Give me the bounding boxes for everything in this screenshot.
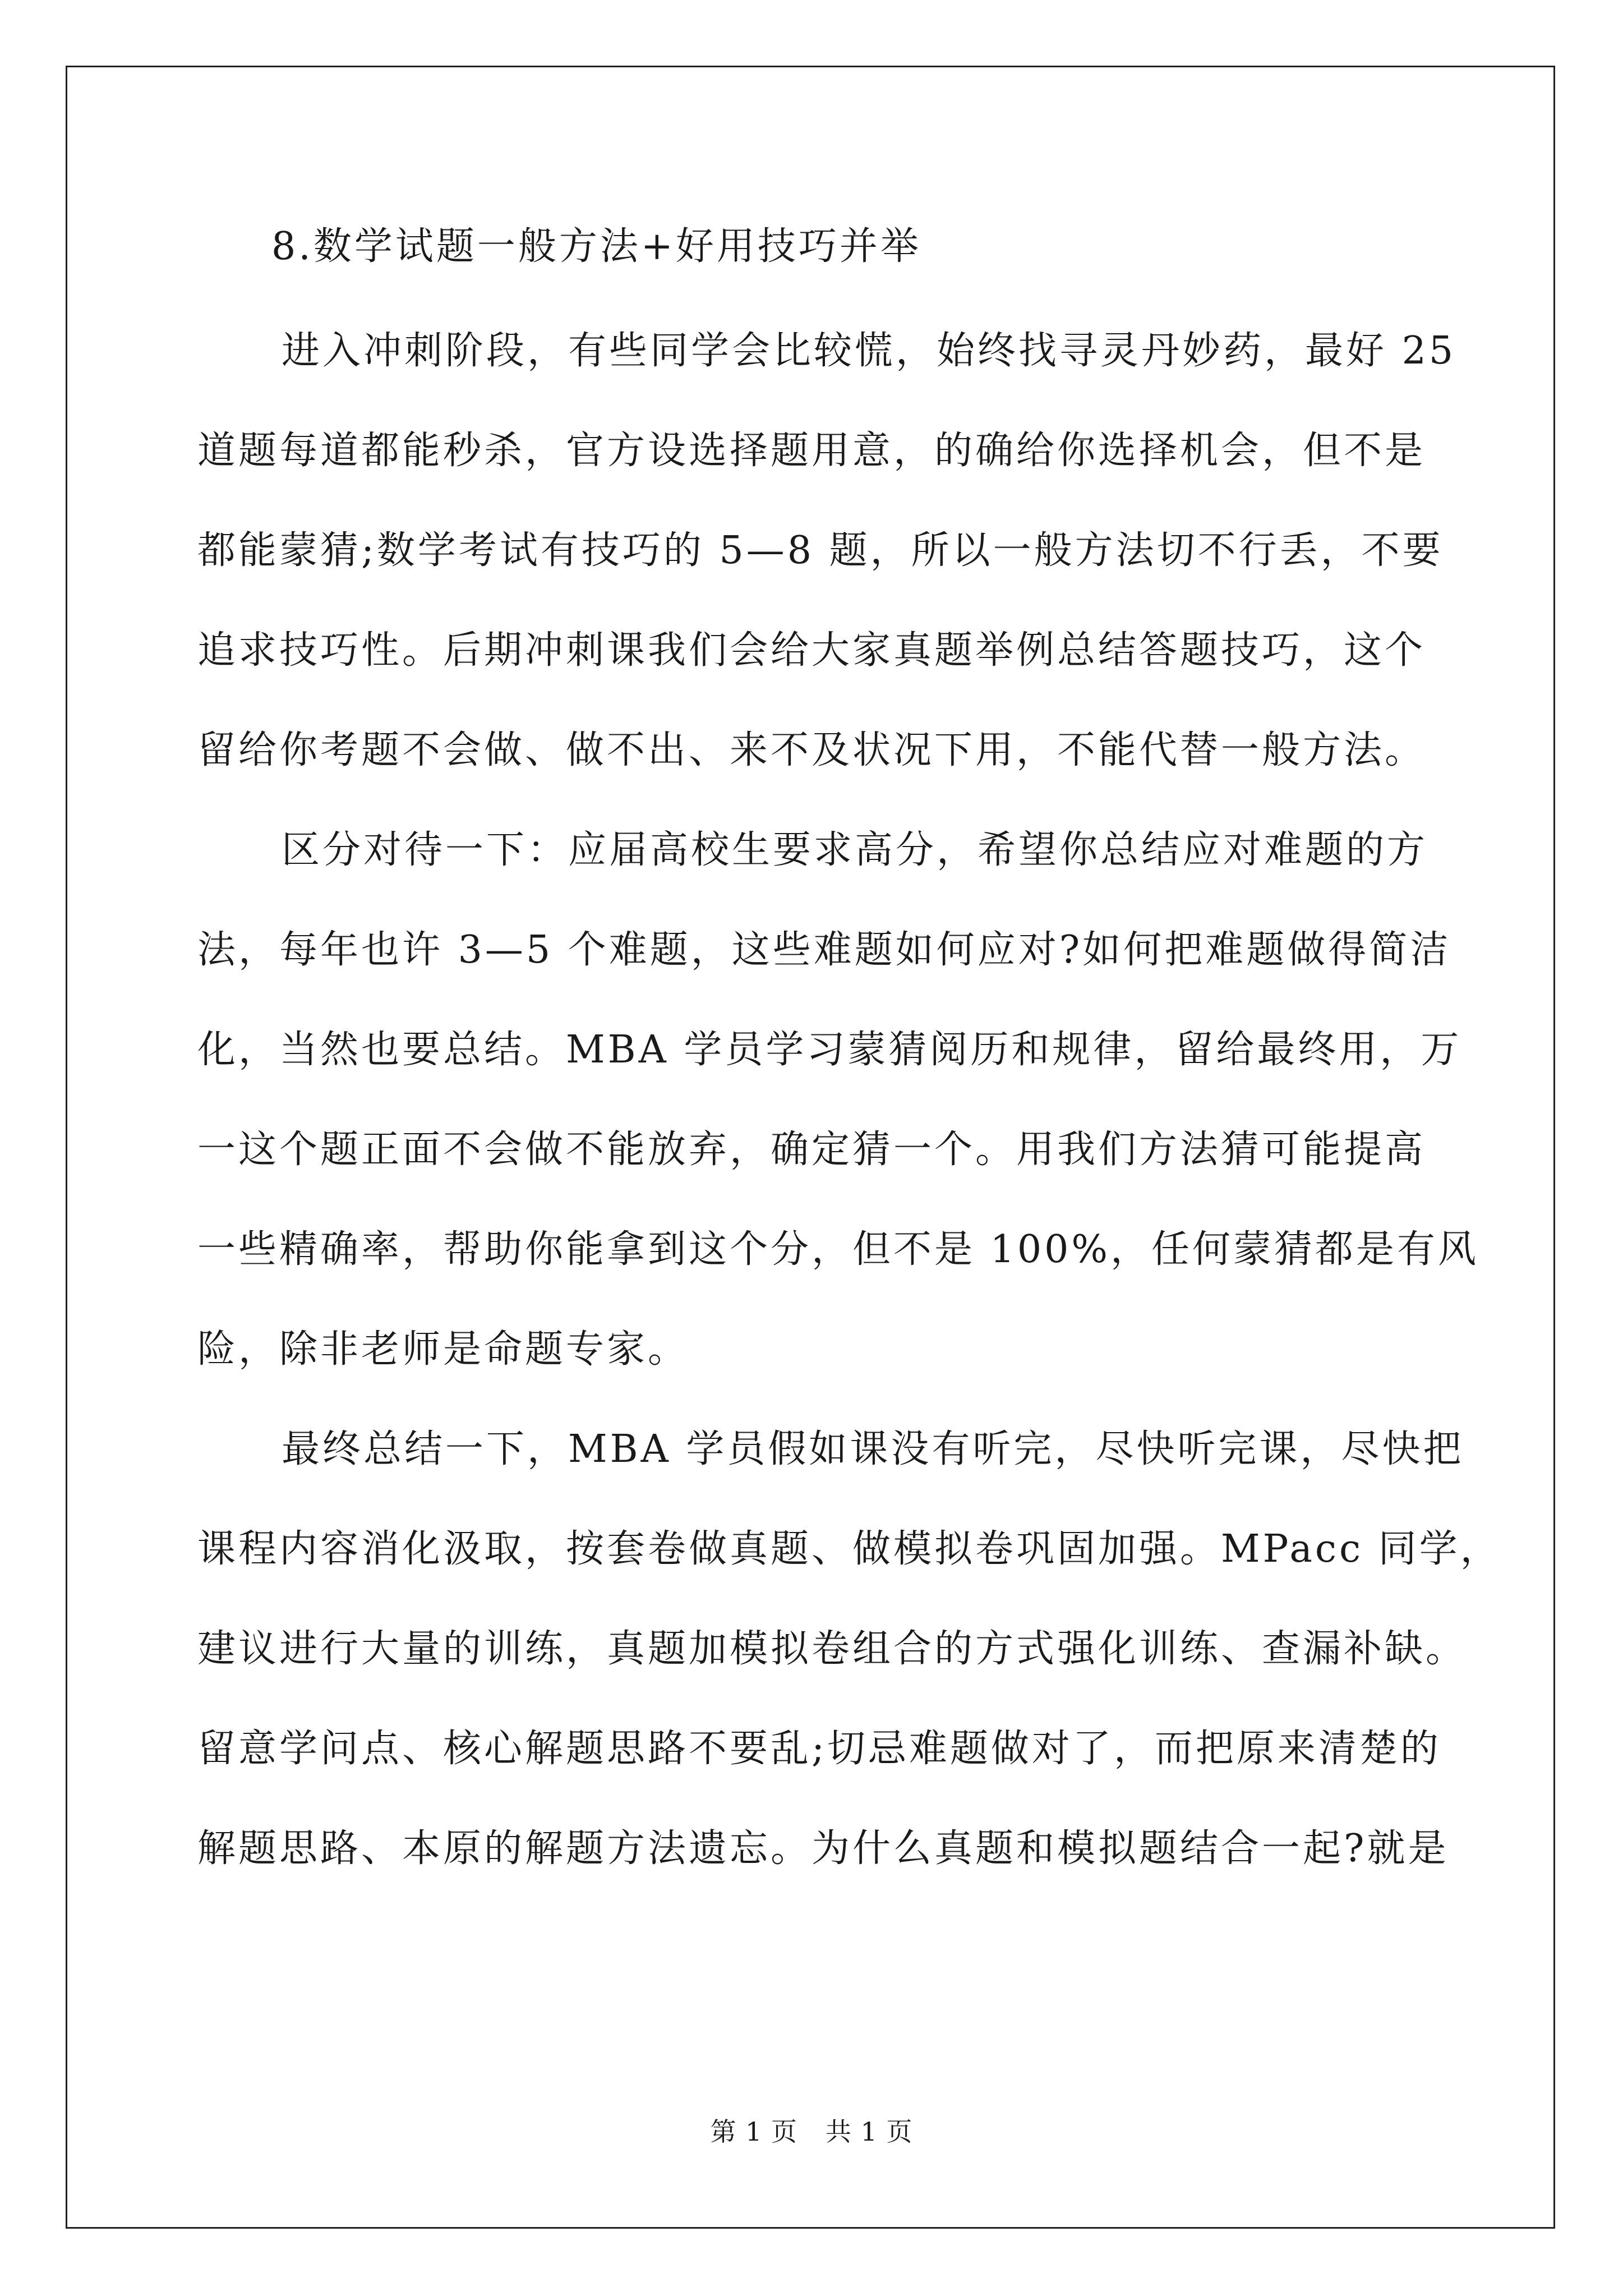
paragraph-3-line-4: 留意学问点、核心解题思路不要乱;切忌难题做对了，而把原来清楚的 <box>197 1727 1441 1771</box>
paragraph-3-line-5: 解题思路、本原的解题方法遗忘。为什么真题和模拟题结合一起?就是 <box>197 1826 1449 1871</box>
page-number-current: 第 1 页 <box>710 2116 797 2147</box>
paragraph-3-line-3: 建议进行大量的训练，真题加模拟卷组合的方式强化训练、查漏补缺。 <box>197 1627 1467 1671</box>
paragraph-1-line-3: 都能蒙猜;数学考试有技巧的 5—8 题，所以一般方法切不行丢，不要 <box>197 528 1444 573</box>
paragraph-2-line-5: 一些精确率，帮助你能拿到这个分，但不是 100%，任何蒙猜都是有风 <box>197 1227 1479 1272</box>
paragraph-2-line-1: 区分对待一下：应届高校生要求高分，希望你总结应对难题的方 <box>282 828 1428 872</box>
paragraph-1-line-1: 进入冲刺阶段，有些同学会比较慌，始终找寻灵丹妙药，最好 25 <box>282 329 1456 373</box>
page-footer <box>0 2115 1623 2148</box>
paragraph-1-line-2: 道题每道都能秒杀，官方设选择题用意，的确给你选择机会，但不是 <box>197 429 1426 473</box>
paragraph-2-line-4: 一这个题正面不会做不能放弃，确定猜一个。用我们方法猜可能提高 <box>197 1128 1426 1172</box>
paragraph-1-line-5: 留给你考题不会做、做不出、来不及状况下用，不能代替一般方法。 <box>197 728 1426 772</box>
paragraph-2-line-3: 化，当然也要总结。MBA 学员学习蒙猜阅历和规律，留给最终用，万 <box>197 1028 1462 1072</box>
page-number-total: 共 1 页 <box>826 2116 913 2147</box>
section-heading: 8.数学试题一般方法+好用技巧并举 <box>271 224 921 269</box>
paragraph-3-line-2: 课程内容消化汲取，按套卷做真题、做模拟卷巩固加强。MPacc 同学， <box>197 1527 1501 1571</box>
paragraph-3-line-1: 最终总结一下，MBA 学员假如课没有听完，尽快听完课，尽快把 <box>282 1427 1464 1471</box>
paragraph-1-line-4: 追求技巧性。后期冲刺课我们会给大家真题举例总结答题技巧，这个 <box>197 628 1426 673</box>
paragraph-2-line-6: 险，除非老师是命题专家。 <box>197 1327 689 1372</box>
paragraph-2-line-2: 法，每年也许 3—5 个难题，这些难题如何应对?如何把难题做得简洁 <box>197 928 1451 972</box>
